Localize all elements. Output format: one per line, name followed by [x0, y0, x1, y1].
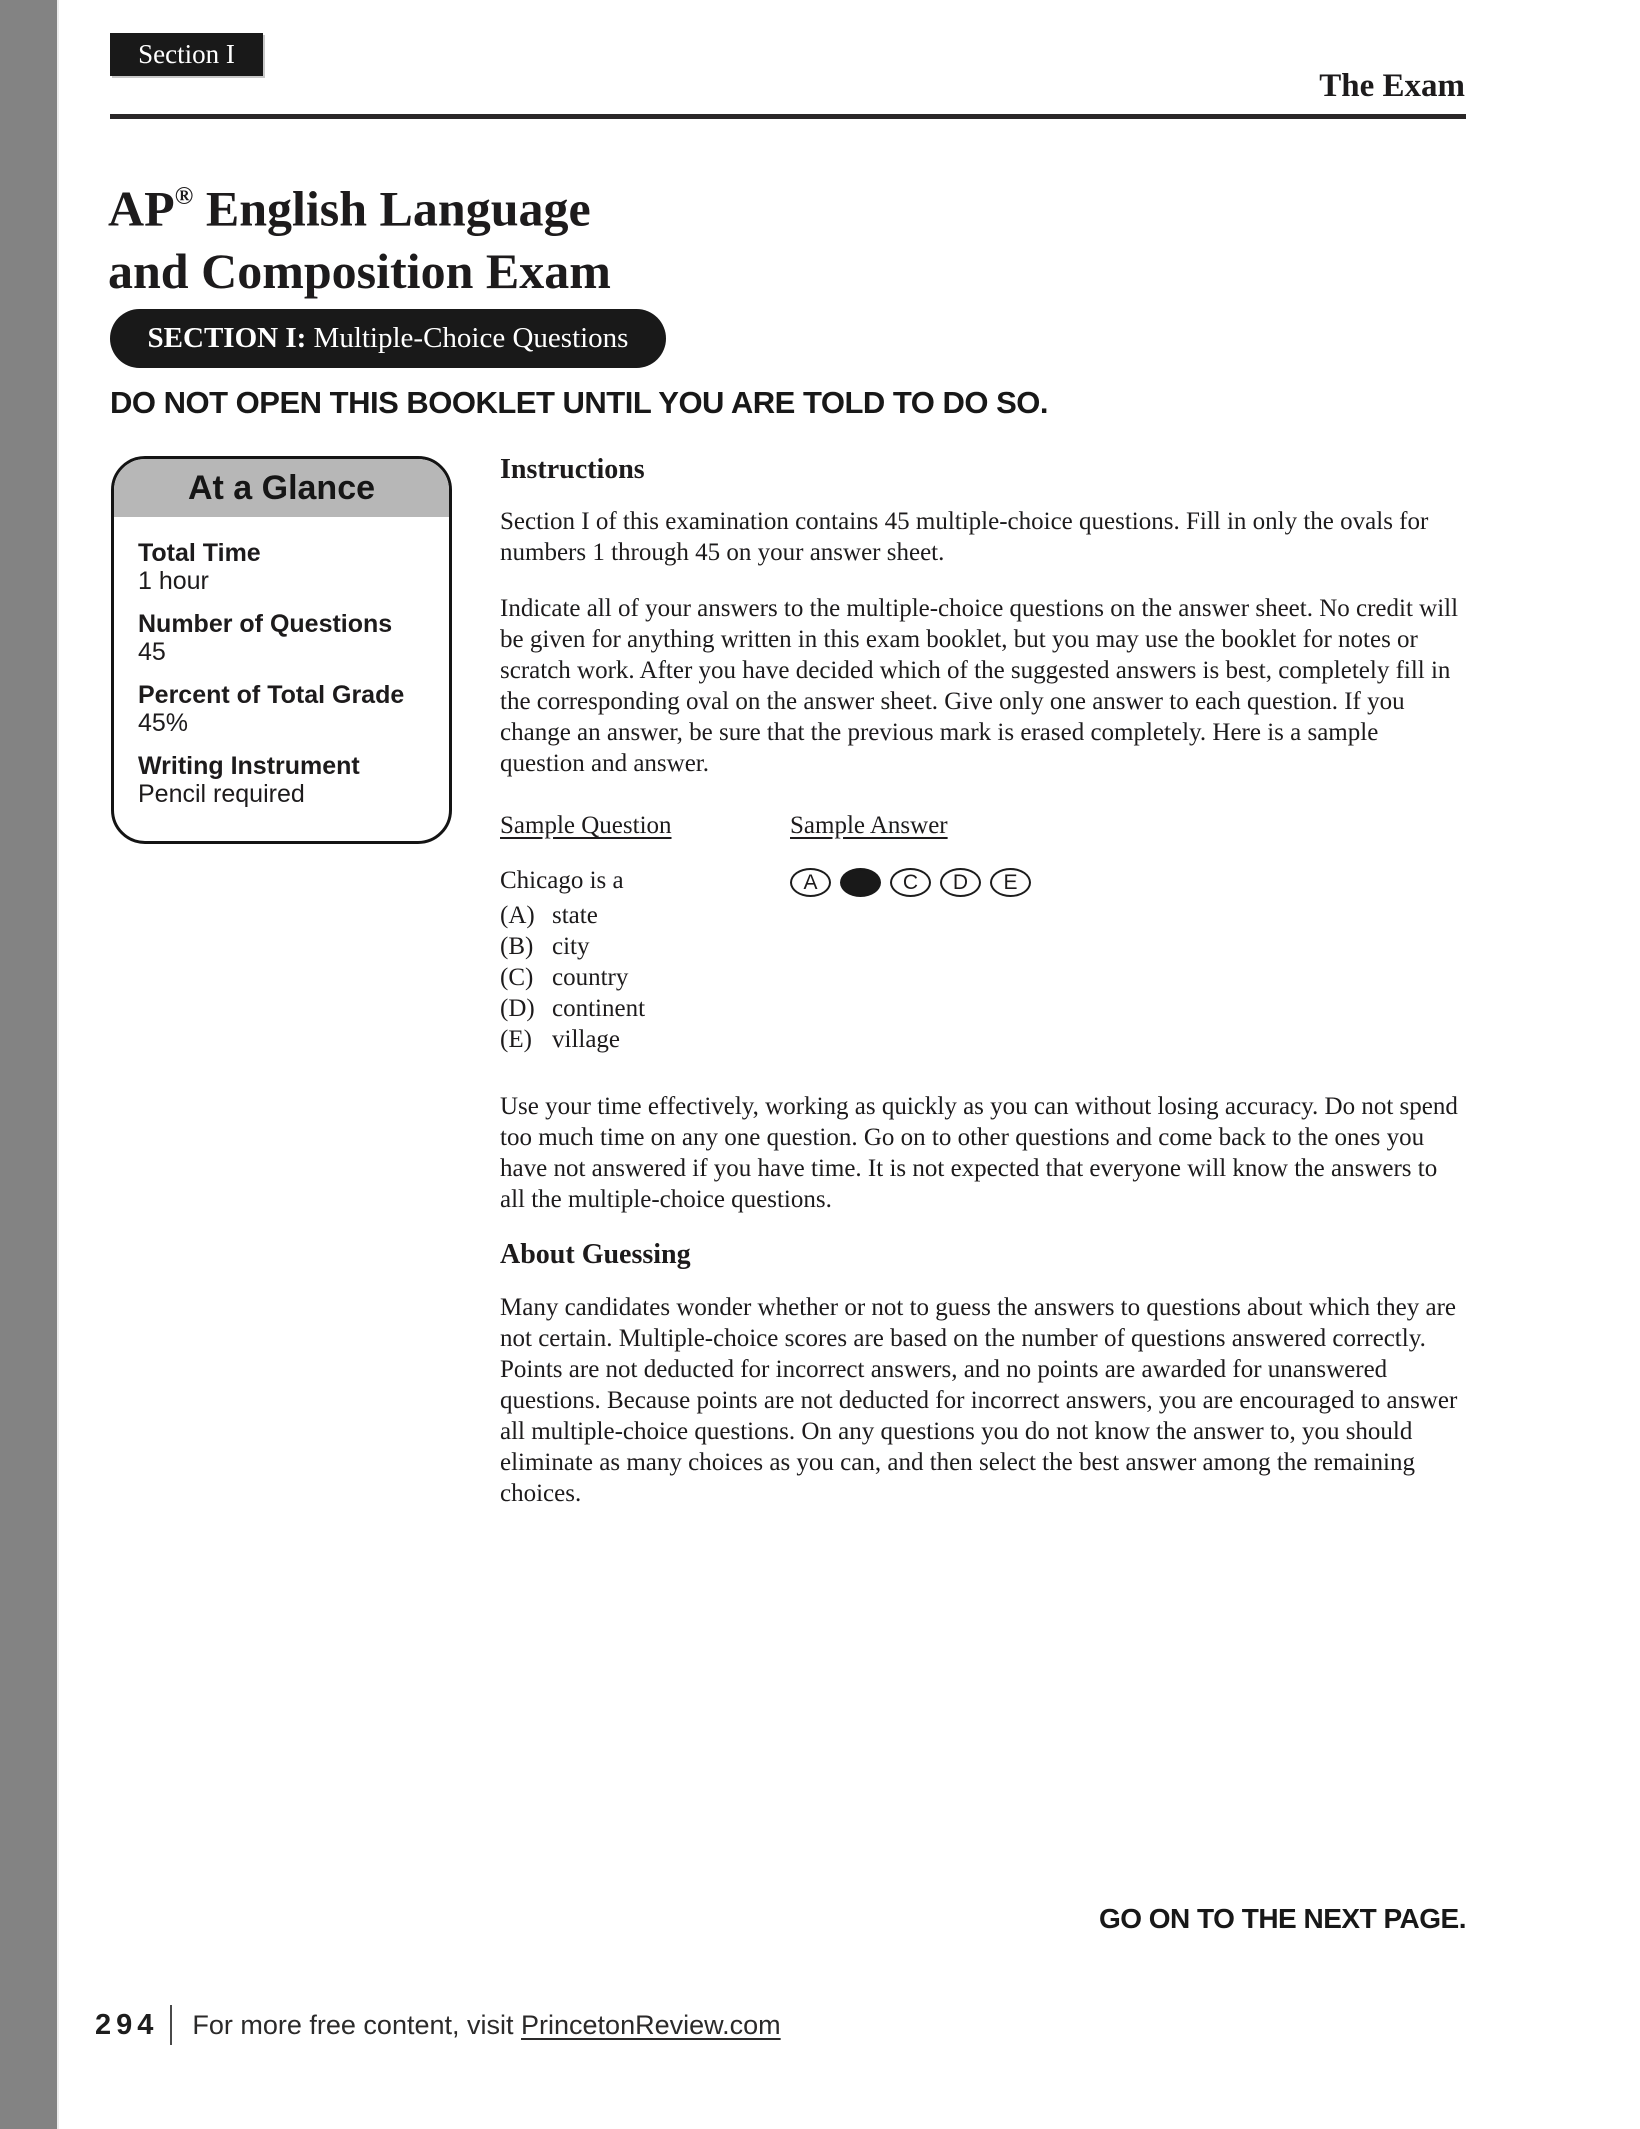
instructions-paragraph-1: Section I of this examination contains 45 multiple-choice questions. Fill in only the ovals for numbers 1 through 45 on your answer sheet. [500, 508, 1429, 566]
sample-question-block [500, 865, 790, 1055]
at-a-glance-item-value: 45% [138, 709, 189, 737]
at-a-glance-item-value: 45 [138, 638, 166, 666]
section-tab [110, 33, 263, 76]
choice-row [500, 900, 790, 931]
at-a-glance-item-label: Number of Questions [138, 610, 393, 638]
footer-link[interactable]: PrincetonReview.com [521, 2009, 781, 2040]
header-rule [110, 114, 1466, 119]
answer-oval [790, 868, 831, 897]
footer-text-prefix: For more free content, visit [192, 2009, 522, 2040]
page-number: 294 [95, 2008, 159, 2041]
page-spine-strip [0, 0, 59, 2129]
at-a-glance-item [138, 752, 437, 808]
at-a-glance-body [114, 517, 449, 841]
running-head: The Exam [1319, 68, 1465, 104]
answer-oval-letter: E [1003, 871, 1018, 894]
at-a-glance-item [138, 539, 437, 595]
at-a-glance-title: At a Glance [187, 468, 376, 507]
at-a-glance-item-value: Pencil required [138, 780, 305, 808]
answer-oval [990, 868, 1031, 897]
go-on-next-page-note: GO ON TO THE NEXT PAGE. [1098, 1903, 1466, 1934]
page-title [108, 170, 611, 302]
answer-oval [940, 868, 981, 897]
answer-oval-letter: C [902, 871, 919, 894]
sample-question-row [500, 865, 1468, 1055]
choice-letter: (D) [500, 995, 535, 1022]
answer-oval-row [790, 868, 1031, 1055]
choice-text: state [552, 902, 598, 929]
title-line1-rest: English Language [193, 180, 591, 237]
at-a-glance-box [111, 456, 452, 844]
choice-letter: (B) [500, 933, 534, 960]
at-a-glance-header [114, 459, 449, 517]
registered-mark: ® [174, 183, 194, 210]
about-guessing-paragraph: Many candidates wonder whether or not to guess the answers to questions about which they are not certain. Multiple-choice scores are based on the number of questions answered correctly. Points are not deducted for incorrect answers, and no points are awarded for unanswered questions. Because points are not deducted for incorrect answers, you are encouraged to answer all multiple-choice questions. On any questions you do not know the answer to, you should eliminate as many choices as you can, and then select the best answer among the remaining choices. [500, 1294, 1458, 1507]
instructions-paragraph-2: Indicate all of your answers to the multiple-choice questions on the answer sheet. No credit will be given for anything written in this exam booklet, but you may use the booklet for notes or scratch work. After you have decided which of the suggested answers is best, completely fill in the corresponding oval on the answer sheet. Give only one answer to each question. If you change an answer, be sure that the previous mark is erased completely. Here is a sample question and answer. [500, 595, 1459, 777]
instructions-paragraph-3: Use your time effectively, working as quickly as you can without losing accuracy. Do not spend too much time on any one question. Go on to other questions and come back to the ones you have not answered if you have time. It is not expected that everyone will know the answers to all the multiple-choice questions. [500, 1093, 1458, 1213]
choice-text: country [552, 964, 629, 991]
do-not-open-warning: DO NOT OPEN THIS BOOKLET UNTIL YOU ARE TOLD TO DO SO. [110, 385, 1049, 420]
choice-row [500, 962, 790, 993]
choice-text: village [552, 1026, 621, 1053]
at-a-glance-item-label: Percent of Total Grade [138, 681, 405, 709]
section-pill-rest-label: Multiple-Choice Questions [306, 322, 629, 354]
footer-text [192, 2010, 780, 2041]
choice-text: continent [552, 995, 646, 1022]
instructions-column [500, 455, 1468, 1534]
title-ap: AP [108, 180, 175, 237]
choice-list [500, 900, 790, 1055]
about-guessing-heading: About Guessing [500, 1239, 691, 1270]
choice-text: city [552, 933, 590, 960]
choice-row [500, 931, 790, 962]
question-stem: Chicago is a [500, 867, 624, 894]
choice-letter: (A) [500, 902, 535, 929]
sample-labels-row [500, 810, 1468, 841]
section-pill [110, 309, 666, 368]
choice-letter: (E) [500, 1026, 532, 1053]
choice-row [500, 1024, 790, 1055]
page-title-line2: and Composition Exam [108, 242, 611, 299]
answer-oval-letter: D [952, 871, 969, 894]
choice-letter: (C) [500, 964, 534, 991]
footer-divider [170, 2005, 172, 2045]
at-a-glance-item-label: Writing Instrument [138, 752, 360, 780]
answer-oval-letter: A [803, 871, 818, 894]
section-tab-label: Section I [138, 39, 235, 69]
page-footer [95, 2005, 781, 2045]
at-a-glance-item-value: 1 hour [138, 567, 209, 595]
answer-oval [840, 868, 881, 897]
sample-answer-label: Sample Answer [790, 812, 948, 839]
page-title-line1 [108, 170, 611, 240]
at-a-glance-item [138, 610, 437, 666]
answer-oval [890, 868, 931, 897]
instructions-heading: Instructions [500, 454, 645, 485]
sample-question-label: Sample Question [500, 812, 672, 839]
at-a-glance-item-label: Total Time [138, 539, 261, 567]
choice-row [500, 993, 790, 1024]
section-pill-bold-label: SECTION I: [147, 322, 307, 354]
at-a-glance-item [138, 681, 437, 737]
